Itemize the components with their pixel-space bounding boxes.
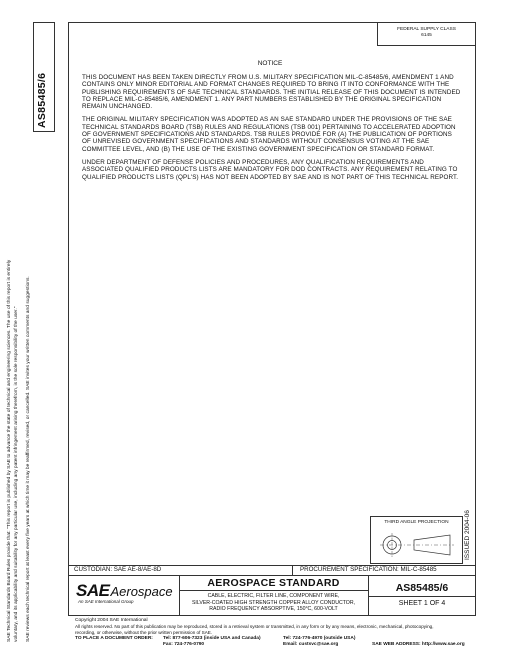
- notice-paragraph-3: UNDER DEPARTMENT OF DEFENSE POLICIES AND PROCEDURES, ANY QUALIFICATION REQUIREMENTS AND ASSOCIATED QUALIFIED PRODUCTS LISTS ARE MANDATORY FOR DOD CONTRACTS. ANY REQUIREMENT RELATING TO QUALIFIED PRODUCTS LISTS (QPL'S) HAS NOT BEEN ADOPTED BY SAE AND IS NOT PART OF THIS TECHNICAL REPORT.: [82, 158, 459, 181]
- side-notice-line1: SAE Technical Standards Board Rules provide that: "This report is published by SAE to advance the state of technical and engineering sciences. The use of this report is entirely: [7, 259, 12, 642]
- notice-body: [82, 74, 462, 187]
- third-angle-projection-icon: [378, 530, 456, 560]
- side-notice-line3: SAE reviews each technical report at least every five years at which time it may be reaffirmed, revised, or cancelled. SAE invites your written comments and suggestions.: [26, 276, 31, 642]
- third-angle-label: THIRD ANGLE PROJECTION: [384, 520, 449, 525]
- footer-rights-line1: All rights reserved. No part of this publication may be reproduced, stored in a retrieval system or transmitted, in any form or by any means, electronic, mechanical, photocopying,: [75, 624, 434, 629]
- doc-number: AS85485/6: [395, 582, 449, 594]
- federal-supply-class-label: FEDERAL SUPPLY CLASS: [397, 27, 456, 32]
- footer-order-label: TO PLACE A DOCUMENT ORDER:: [75, 636, 153, 641]
- footer-web-address[interactable]: SAE WEB ADDRESS: http://www.sae.org: [372, 642, 465, 647]
- cable-description-line1: CABLE, ELECTRIC, FILTER LINE, COMPONENT WIRE,: [207, 593, 340, 599]
- logo-tagline: An SAE International Group: [78, 599, 134, 604]
- cable-description: [179, 593, 368, 613]
- custodian: CUSTODIAN: SAE AE-8/AE-8D: [74, 566, 162, 573]
- issued-date: ISSUED 2004-06: [464, 510, 471, 560]
- federal-supply-class-box: [377, 22, 476, 46]
- doc-number-underline: [368, 596, 476, 597]
- side-doc-number: AS85485/6: [36, 72, 48, 128]
- footer-fax: Fax: 724-776-0790: [163, 642, 205, 647]
- sheet-number: SHEET 1 OF 4: [398, 600, 446, 607]
- footer-rights-line2: recording, or otherwise, without the prior written permission of SAE.: [75, 630, 213, 635]
- federal-supply-class-value: 6145: [421, 33, 432, 38]
- standard-title: AEROSPACE STANDARD: [207, 577, 340, 589]
- footer-tel-intl: Tel: 724-776-4970 (outside USA): [283, 636, 356, 641]
- standard-title-underline: [179, 590, 368, 591]
- notice-paragraph-2: THE ORIGINAL MILITARY SPECIFICATION WAS ADOPTED AS AN SAE STANDARD UNDER THE PROVISIONS OF THE SAE TECHNICAL STANDARDS BOARD (TSB) RULES AND REGULATIONS (TSB 001) PERTAINING TO ACCELERATED ADOPTION OF GOVERNMENT SPECIFICATIONS AND STANDARDS. TSB RULES PROVIDE FOR (A) THE PUBLICATION OF PORTIONS OF UNREVISED GOVERNMENT SPECIFICATIONS AND STANDARDS WITHOUT CONSENSUS VOTING AT THE SAE COMMITTEE LEVEL, AND (B) THE USE OF THE EXISTING GOVERNMENT SPECIFICATION OR STANDARD FORMAT.: [82, 116, 456, 153]
- footer-copyright: Copyright 2004 SAE International: [75, 618, 148, 623]
- procurement-spec: PROCUREMENT SPECIFICATION: MIL-C-85485: [300, 566, 437, 573]
- notice-paragraph-1: THIS DOCUMENT HAS BEEN TAKEN DIRECTLY FROM U.S. MILITARY SPECIFICATION MIL-C-85485/6, AMENDMENT 1 AND CONTAINS ONLY MINOR EDITORIAL AND FORMAT CHANGES REQUIRED TO BRING IT INTO CONFORMANCE WITH THE PUBLISHING REQUIREMENTS OF SAE TECHNICAL STANDARDS. THE INITIAL RELEASE OF THIS DOCUMENT IS INTENDED TO REPLACE MIL-C-85485/6, AMENDMENT 1. ANY PART NUMBERS ESTABLISHED BY THE ORIGINAL SPECIFICATION REMAIN UNCHANGED.: [82, 74, 461, 111]
- sae-aerospace-logo: [76, 581, 176, 611]
- footer-email[interactable]: Email: custsvc@sae.org: [283, 642, 339, 647]
- cable-description-line2: SILVER-COATED HIGH STRENGTH COPPER ALLOY CONDUCTOR,: [191, 599, 356, 606]
- cable-description-line3: RADIO FREQUENCY ABSORPTIVE, 150°C, 600-VOLT: [209, 606, 338, 612]
- logo-aerospace: Aerospace: [110, 584, 173, 599]
- notice-title: NOTICE: [257, 60, 283, 67]
- footer-tel-us: Tel: 877-606-7323 (inside USA and Canada): [163, 636, 261, 641]
- logo-sae: SAE: [76, 581, 110, 600]
- side-notice-line2: voluntary, and its applicability and suitability for any particular use, including any patent infringement arising therefrom, is the sole responsibility of the user.": [14, 306, 19, 642]
